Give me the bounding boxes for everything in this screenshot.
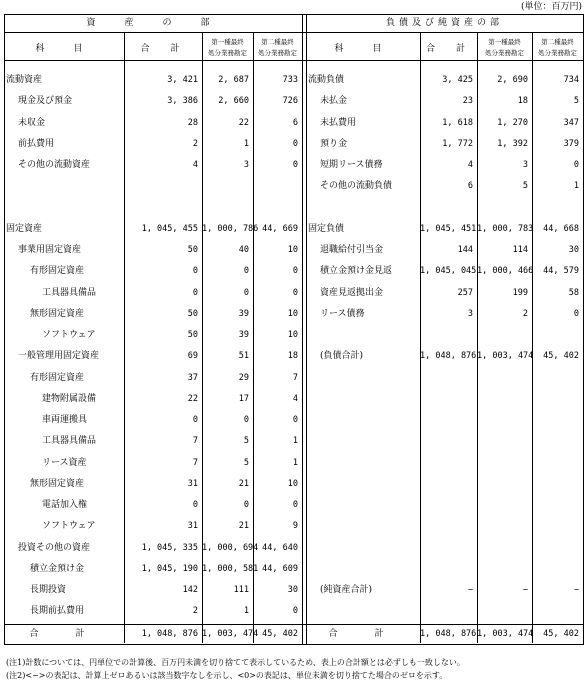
liability-item-col1: 2, 690: [497, 75, 528, 85]
asset-item-col1: 111: [233, 585, 249, 595]
asset-item-name: ソフトウェア: [42, 330, 96, 340]
liability-item-col2: 44, 668: [543, 223, 579, 234]
liability-item-col2: 45, 402: [543, 351, 579, 362]
balance-sheet-table: [4, 14, 584, 645]
liability-item-col2: 1: [573, 181, 579, 192]
liabilities-grand-total-col1: 1, 003, 474: [477, 629, 534, 639]
asset-item-name: 工具器具備品: [42, 287, 97, 298]
asset-item-col1: 21: [238, 478, 249, 489]
asset-item-name: 有形固定資産: [30, 372, 85, 383]
liabilities-grand-total: 1, 048, 876: [420, 629, 477, 639]
asset-item-col1: 17: [238, 393, 249, 404]
asset-item-col2: 6: [292, 117, 298, 128]
asset-item-total: 0: [192, 415, 198, 425]
assets-section-header: 資 産 の 部: [86, 18, 220, 28]
asset-item-col1: 39: [238, 308, 249, 319]
asset-item-total: 2: [192, 138, 198, 149]
asset-item-total: 142: [182, 585, 198, 595]
liability-item-name: 積立金預け金見返: [320, 266, 393, 277]
asset-item-name: 投資その他の資産: [18, 542, 91, 553]
liability-item-col1: 1, 392: [497, 138, 528, 149]
liability-item-name: 未払費用: [320, 117, 357, 128]
liability-item-total: 257: [457, 287, 473, 298]
assets-grand-total-col1: 1, 003, 474: [202, 629, 259, 639]
asset-item-col2: 1: [292, 436, 298, 447]
asset-item-col1: 0: [243, 500, 249, 510]
header-divider: [4, 32, 584, 33]
asset-item-total: 7: [192, 457, 198, 468]
asset-item-total: 37: [187, 372, 198, 383]
liability-item-total: 1, 045, 451: [420, 223, 477, 234]
asset-item-total: 69: [187, 351, 198, 362]
asset-item-col2: 0: [292, 138, 298, 149]
asset-item-col2: 0: [292, 266, 298, 277]
asset-item-col2: 0: [292, 160, 298, 170]
asset-item-col1: 5: [243, 457, 249, 468]
liabilities-col1-header-line1: 第一種最終: [488, 38, 521, 46]
asset-item-total: 22: [187, 393, 198, 404]
liability-item-col1: 1, 000, 466: [477, 266, 534, 277]
asset-item-col1: 51: [238, 351, 249, 362]
liability-item-total: 1, 048, 876: [420, 351, 477, 362]
liability-item-total: −: [467, 585, 473, 595]
asset-item-total: 3, 386: [167, 96, 198, 107]
center-double-divider: [302, 14, 307, 645]
asset-item-total: 31: [187, 478, 198, 489]
asset-item-col2: 10: [287, 308, 298, 319]
asset-item-total: 3, 421: [167, 75, 198, 85]
asset-item-total: 1, 045, 190: [141, 563, 198, 574]
asset-item-name: 前払費用: [18, 138, 55, 149]
asset-item-col1: 1: [243, 138, 249, 149]
asset-item-total: 0: [192, 287, 198, 298]
assets-col2-header-line2: 処分業務勘定: [258, 49, 297, 57]
asset-item-name: 建物附属設備: [42, 393, 97, 404]
asset-item-col1: 1, 000, 581: [202, 563, 259, 574]
liability-item-name: 流動負債: [308, 75, 345, 85]
liability-item-total: 1, 772: [442, 138, 473, 149]
asset-item-total: 7: [192, 436, 198, 447]
liability-item-col1: −: [522, 585, 528, 595]
liability-item-col1: 1, 270: [497, 117, 528, 128]
liability-item-col2: −: [573, 585, 579, 595]
asset-item-total: 1, 045, 335: [141, 542, 198, 553]
liability-item-col1: 2: [522, 308, 528, 319]
assets-grand-total: 1, 048, 876: [141, 629, 198, 639]
asset-item-name: リース資産: [42, 457, 87, 468]
asset-item-col2: 18: [287, 351, 298, 362]
asset-item-name: 無形固定資産: [30, 478, 85, 489]
asset-item-total: 50: [187, 245, 198, 255]
liability-item-col2: 0: [573, 160, 579, 170]
asset-item-col2: 9: [292, 521, 298, 532]
liabilities-col2-header-line1: 第二種最終: [541, 38, 574, 46]
liability-item-col2: 734: [563, 75, 579, 85]
asset-item-col1: 2, 660: [218, 96, 249, 107]
asset-item-name: 固定資産: [6, 223, 43, 234]
asset-item-col2: 10: [287, 245, 298, 255]
asset-item-name: 流動資産: [6, 75, 43, 85]
asset-item-col1: 2, 687: [218, 75, 249, 85]
asset-item-total: 50: [187, 308, 198, 319]
total-row-divider: [4, 624, 584, 625]
liability-item-total: 23: [462, 96, 473, 107]
liability-item-col1: 18: [517, 96, 528, 107]
asset-item-name: 無形固定資産: [30, 308, 85, 319]
asset-item-col2: 44, 669: [262, 223, 298, 234]
asset-item-col1: 22: [238, 117, 249, 128]
asset-item-col1: 21: [238, 521, 249, 532]
asset-item-col1: 39: [238, 330, 249, 340]
liability-item-name: (純資産合計): [320, 585, 373, 595]
asset-item-total: 50: [187, 330, 198, 340]
asset-item-name: 積立金預け金: [30, 563, 85, 574]
asset-item-col1: 29: [238, 372, 249, 383]
liability-item-total: 1, 045, 045: [420, 266, 477, 277]
asset-item-name: 電話加入権: [42, 500, 88, 510]
unit-label: (単位：百万円): [520, 2, 582, 12]
liability-item-total: 3, 425: [442, 75, 473, 85]
asset-item-col1: 1, 000, 786: [202, 223, 259, 234]
liability-item-col2: 58: [568, 287, 579, 298]
liability-item-name: 預り金: [320, 138, 348, 149]
liabilities-grand-total-label: 合 計: [328, 629, 398, 639]
liability-item-col2: 30: [568, 245, 579, 255]
liability-item-col1: 114: [512, 245, 528, 255]
liability-item-col2: 44, 579: [543, 266, 579, 277]
assets-col1-header-line2: 処分業務勘定: [208, 49, 247, 57]
liabilities-col2-header-line2: 処分業務勘定: [538, 49, 577, 57]
asset-item-col2: 7: [292, 372, 298, 383]
footnote-1: (注1)計数については、円単位での計算後、百万円未満を切り捨てて表示しているため、表上の合計額とは必ずしも一致しない。: [6, 658, 465, 667]
asset-item-col2: 30: [287, 585, 298, 595]
asset-item-col2: 0: [292, 287, 298, 298]
liability-item-total: 3: [467, 308, 473, 319]
footnote-2: (注2)<−>の表記は、計算上ゼロあるいは該当数字なしを示し、<0>の表記は、単位未満を切り捨てた場合のゼロを示す。: [6, 671, 448, 680]
asset-item-col2: 44, 640: [262, 542, 298, 553]
asset-item-col1: 3: [243, 160, 249, 170]
asset-item-total: 0: [192, 500, 198, 510]
liability-item-col1: 3: [522, 160, 528, 170]
assets-grand-total-label: 合 計: [29, 629, 99, 639]
liability-item-total: 144: [457, 245, 473, 255]
liability-item-name: (負債合計): [320, 351, 364, 362]
asset-item-col1: 0: [243, 415, 249, 425]
asset-item-name: 長期投資: [30, 585, 67, 595]
asset-item-col1: 0: [243, 287, 249, 298]
assets-col2-header-line1: 第二種最終: [261, 38, 294, 46]
asset-item-col1: 1, 000, 694: [202, 542, 259, 553]
asset-item-col2: 4: [292, 393, 298, 404]
asset-item-col1: 40: [238, 245, 249, 255]
liability-item-col1: 5: [522, 181, 528, 192]
asset-item-col2: 44, 609: [262, 563, 298, 574]
asset-item-name: 長期前払費用: [30, 606, 85, 617]
asset-item-col2: 10: [287, 330, 298, 340]
asset-item-col2: 733: [282, 75, 298, 85]
liability-item-col2: 379: [563, 138, 579, 149]
liability-item-name: 退職給付引当金: [320, 245, 384, 255]
liabilities-section-header: 負債及び純資産の部: [385, 18, 503, 28]
asset-item-name: その他の流動資産: [18, 160, 91, 170]
assets-total-header: 合 計: [140, 44, 186, 54]
liability-item-total: 4: [467, 160, 473, 170]
asset-item-total: 28: [187, 117, 198, 128]
header-bottom-divider: [4, 60, 584, 61]
asset-item-total: 2: [192, 606, 198, 617]
liabilities-item-header: 科 目: [334, 44, 392, 54]
asset-item-total: 1, 045, 455: [141, 223, 198, 234]
footnotes: [6, 656, 584, 682]
asset-item-col2: 0: [292, 415, 298, 425]
liability-item-col1: 1, 003, 474: [477, 351, 534, 362]
liability-item-total: 1, 618: [442, 117, 473, 128]
liability-item-total: 6: [467, 181, 473, 192]
liability-item-name: 固定負債: [308, 223, 345, 234]
assets-col1-header-line1: 第一種最終: [211, 38, 244, 46]
asset-item-col2: 0: [292, 500, 298, 510]
liability-item-name: 短期リース債務: [320, 160, 383, 170]
liability-item-col1: 1, 000, 783: [477, 223, 534, 234]
asset-item-name: 工具器具備品: [42, 436, 97, 447]
liability-item-name: リース債務: [320, 308, 365, 319]
liability-item-col2: 5: [573, 96, 579, 107]
asset-item-col2: 1: [292, 457, 298, 468]
assets-grand-total-col2: 45, 402: [262, 629, 298, 639]
asset-item-col2: 726: [282, 96, 298, 107]
asset-item-col1: 0: [243, 266, 249, 277]
asset-item-name: 車両運搬具: [42, 415, 88, 425]
liabilities-col1-header-line2: 処分業務勘定: [485, 49, 524, 57]
asset-item-name: ソフトウェア: [42, 521, 96, 532]
asset-item-name: 未収金: [18, 117, 46, 128]
liability-item-name: 資産見返拠出金: [320, 287, 384, 298]
asset-item-col2: 10: [287, 478, 298, 489]
asset-item-col2: 0: [292, 606, 298, 617]
asset-item-name: 現金及び預金: [18, 96, 73, 107]
asset-item-name: 事業用固定資産: [18, 245, 82, 255]
asset-item-name: 有形固定資産: [30, 266, 85, 277]
asset-item-name: 一般管理用固定資産: [18, 351, 100, 362]
liability-item-col2: 0: [573, 308, 579, 319]
asset-item-total: 4: [192, 160, 198, 170]
liability-item-col1: 199: [512, 287, 528, 298]
assets-item-header: 科 目: [35, 44, 93, 54]
liabilities-grand-total-col2: 45, 402: [543, 629, 579, 639]
asset-item-col1: 1: [243, 606, 249, 617]
asset-item-total: 0: [192, 266, 198, 277]
liability-item-col2: 347: [563, 117, 579, 128]
asset-item-total: 31: [187, 521, 198, 532]
asset-item-col1: 5: [243, 436, 249, 447]
liability-item-name: その他の流動負債: [320, 181, 393, 192]
liabilities-total-header: 合 計: [425, 44, 471, 54]
liability-item-name: 未払金: [320, 96, 348, 107]
